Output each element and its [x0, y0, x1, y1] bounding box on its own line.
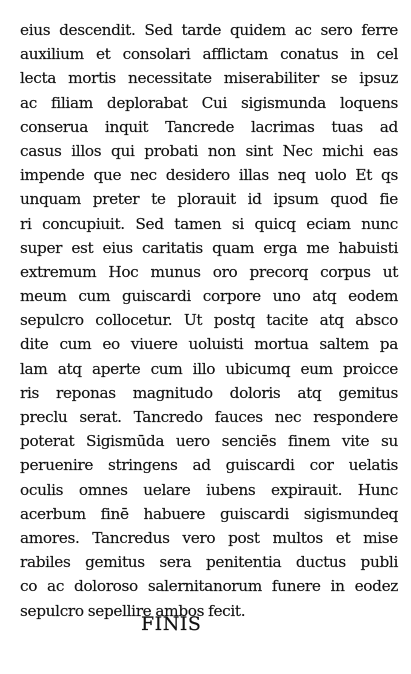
- finis-label: FINIS: [141, 613, 202, 635]
- text-line: conserua inquit Tancrede lacrimas tuas ad: [20, 117, 398, 136]
- text-line-last: sepulcro sepellire ambos fecit.: [20, 601, 246, 620]
- text-line: lecta mortis necessitate miserabiliter se ipsuz: [20, 69, 398, 88]
- text-line: casus illos qui probati non sint Nec michi eas: [20, 141, 398, 160]
- text-line: poterat Sigismūda uero senciēs finem vite su: [20, 432, 398, 451]
- text-line: rabiles gemitus sera penitentia ductus publi: [20, 553, 398, 572]
- text-line: ri concupiuit. Sed tamen si quicq eciam nunc: [20, 214, 398, 233]
- text-line: sepulcro collocetur. Ut postq tacite atq absco: [20, 311, 398, 330]
- text-line: unquam preter te plorauit id ipsum quod fie: [20, 190, 398, 209]
- text-line: co ac doloroso salernitanorum funere in eodez: [20, 577, 398, 596]
- text-line: dite cum eo viuere uoluisti mortua saltem pa: [20, 335, 398, 354]
- text-block: [20, 18, 398, 623]
- text-line: lam atq aperte cum illo ubicumq eum proicce: [20, 359, 398, 378]
- text-line: ris reponas magnitudo doloris atq gemitus: [20, 383, 398, 402]
- text-line: eius descendit. Sed tarde quidem ac sero ferre: [20, 21, 398, 39]
- text-line: ac filiam deplorabat Cui sigismunda loquens: [20, 93, 398, 112]
- text-line: oculis omnes uelare iubens expirauit. Hunc: [20, 480, 398, 499]
- text-line: auxilium et consolari afflictam conatus in cel: [20, 45, 398, 64]
- text-line: impende que nec desidero illas neq uolo Et qs: [20, 166, 398, 185]
- text-line: extremum Hoc munus oro precorq corpus ut: [20, 262, 398, 281]
- text-line: super est eius caritatis quam erga me habuisti: [20, 238, 398, 257]
- text-line: acerbum finē habuere guiscardi sigismundeq: [20, 504, 398, 523]
- text-line: peruenire stringens ad guiscardi cor uelatis: [20, 456, 398, 475]
- text-line: preclu serat. Tancredo fauces nec respondere: [20, 408, 398, 426]
- text-line: meum cum guiscardi corpore uno atq eodem: [20, 287, 398, 306]
- text-line: amores. Tancredus vero post multos et mise: [20, 528, 398, 547]
